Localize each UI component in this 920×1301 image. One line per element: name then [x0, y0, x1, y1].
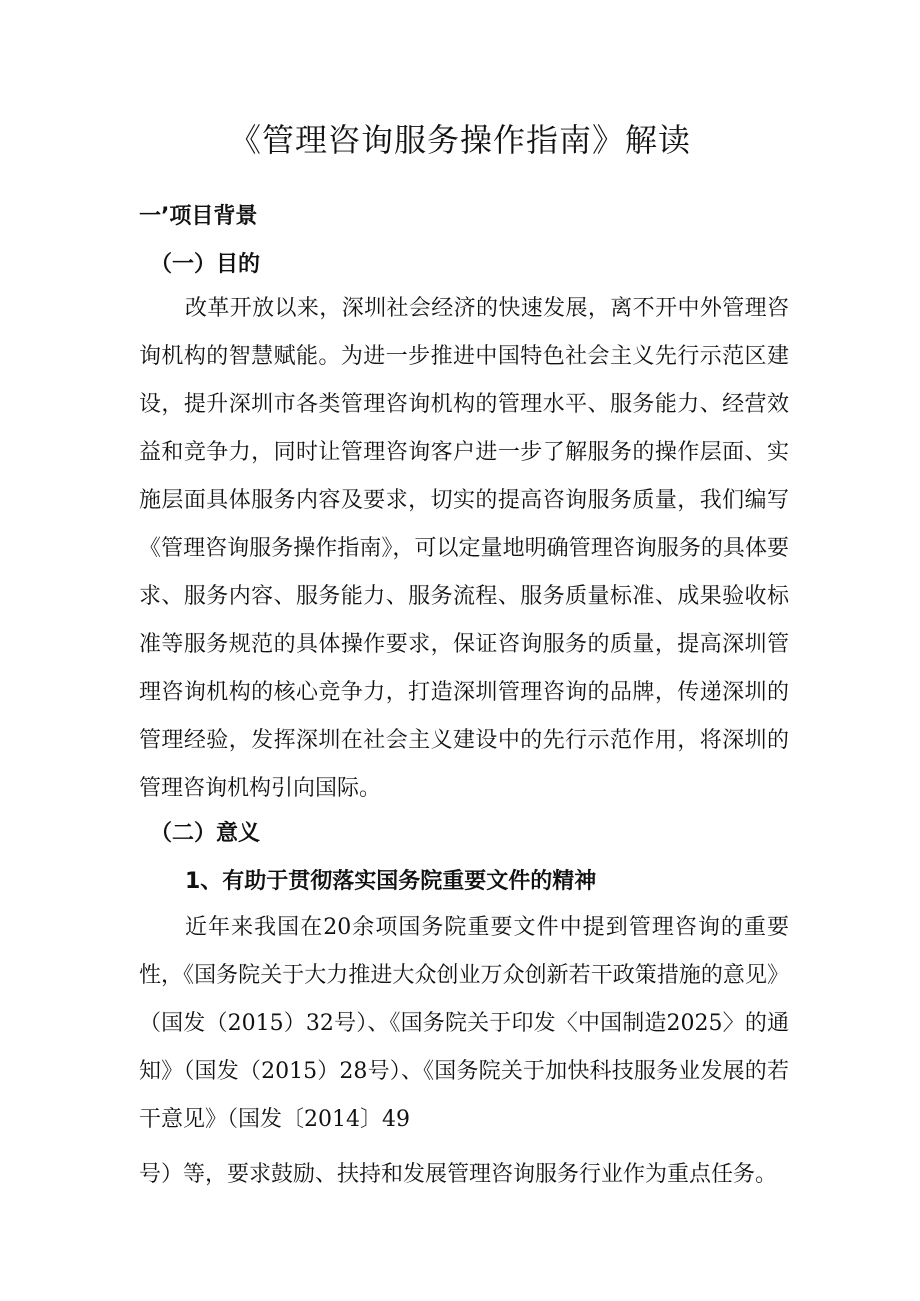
- paragraph-state-council: 近年来我国在20余项国务院重要文件中提到管理咨询的重要性，《国务院关于大力推进大众创业万众创新若干政策措施的意见》（国发（2015）32号）、《国务院关于印发〈中国制造2025〉的通知》（国发（2015）28号）、《国务院关于加快科技服务业发展的若干意见》（国发〔2014〕49: [139, 915, 789, 1132]
- document-title: 《管理咨询服务操作指南》解读: [228, 121, 691, 159]
- paragraph-purpose: 改革开放以来，深圳社会经济的快速发展，离不开中外管理咨询机构的智慧赋能。为进一步推进中国特色社会主义先行示范区建设，提升深圳市各类管理咨询机构的管理水平、服务能力、经营效益和竞争力，同时让管理咨询客户进一步了解服务的操作层面、实施层面具体服务内容及要求，切实的提高咨询服务质量，我们编写《管理咨询服务操作指南》，可以定量地明确管理咨询服务的具体要求、服务内容、服务能力、服务流程、服务质量标准、成果验收标准等服务规范的具体操作要求，保证咨询服务的质量，提高深圳管理咨询机构的核心竞争力，打造深圳管理咨询的品牌，传递深圳的管理经验，发挥深圳在社会主义建设中的先行示范作用，将深圳的管理咨询机构引向国际。: [139, 296, 789, 801]
- subsection-heading-significance: （二）意义: [150, 821, 261, 846]
- point-heading-state-council: 1、有助于贯彻落实国务院重要文件的精神: [185, 869, 597, 894]
- subsection-heading-purpose: （一）目的: [150, 252, 261, 277]
- paragraph-state-council-tail: 号）等，要求鼓励、扶持和发展管理咨询服务行业作为重点任务。: [139, 1162, 778, 1187]
- section-heading-background: 一’项目背景: [139, 204, 258, 229]
